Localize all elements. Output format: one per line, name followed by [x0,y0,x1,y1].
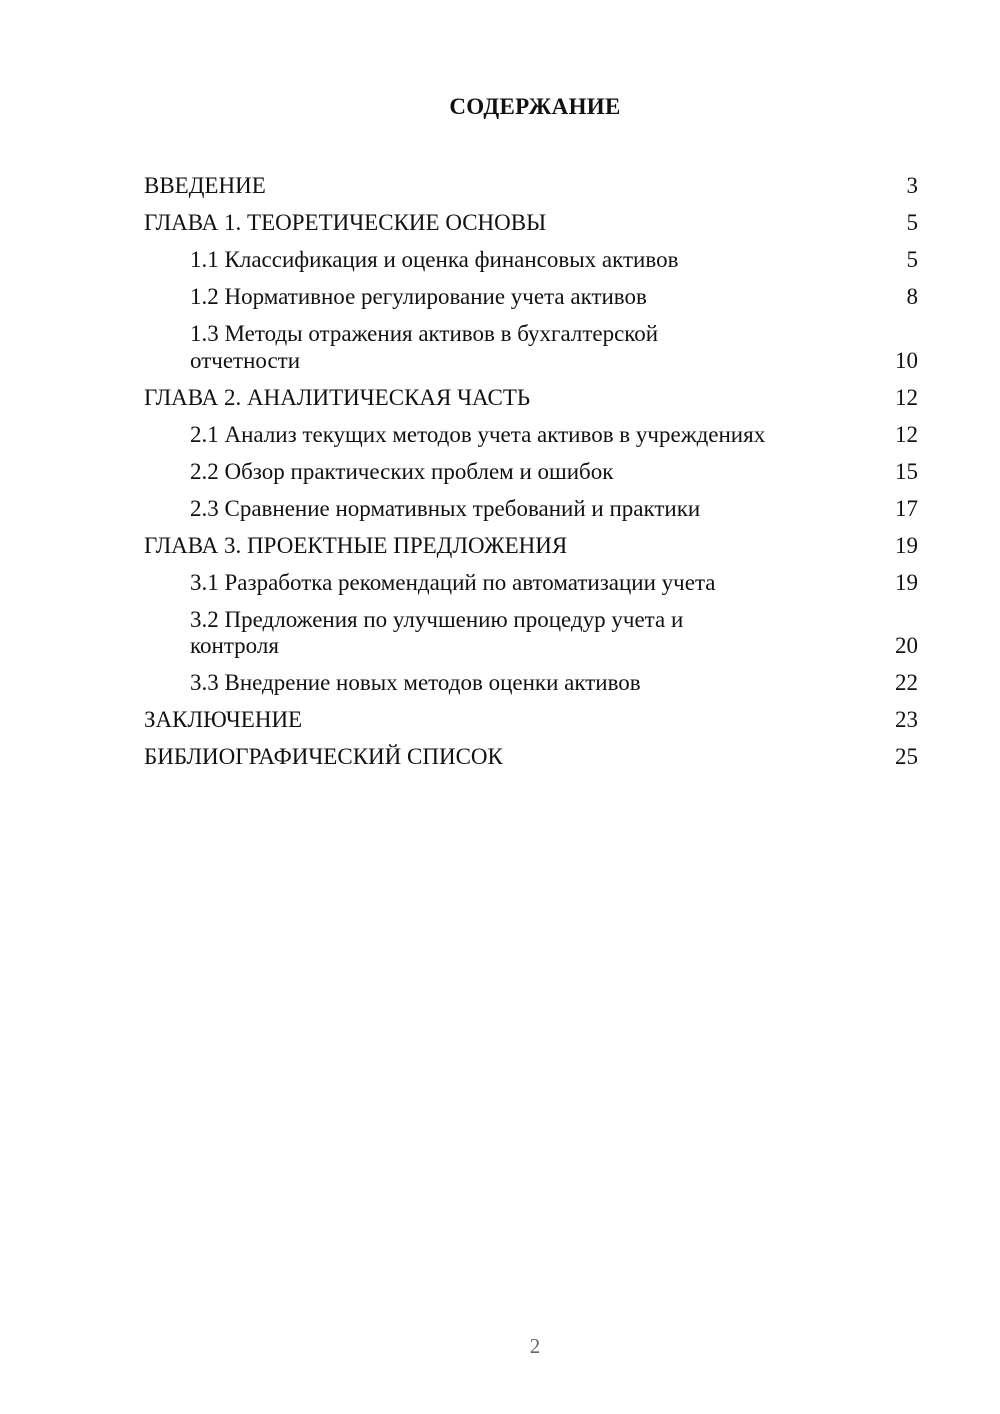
toc-entry-page: 5 [906,247,918,272]
toc-entry-section-2-2 [144,454,918,491]
toc-entry-page: 19 [895,569,918,595]
toc-entry-page: 20 [895,633,918,658]
toc-entry-label: 2.1 Анализ текущих методов учета активов в учреждениях [190,421,766,447]
toc-entry-section-3-2 [144,602,918,666]
toc-entry-page: 3 [906,173,918,198]
toc-entry-page: 22 [895,670,918,695]
toc-entry-introduction [144,168,918,205]
toc-entry-label: 2.3 Сравнение нормативных требований и практики [190,495,701,521]
toc-entry-label: 1.3 Методы отражения активов в бухгалтерской отчетности [190,321,659,373]
toc-entry-label: ЗАКЛЮЧЕНИЕ [144,707,303,732]
toc-entry-section-1-2 [144,279,918,316]
toc-entry-chapter-3 [144,528,918,565]
toc-entry-label: ГЛАВА 3. ПРОЕКТНЫЕ ПРЕДЛОЖЕНИЯ [144,532,568,558]
page-title: СОДЕРЖАНИЕ [449,94,621,119]
toc-entry-section-1-1 [144,242,918,279]
toc-entry-bibliography [144,739,918,776]
toc-entry-page: 23 [895,707,918,732]
toc-entry-label: 1.2 Нормативное регулирование учета активов [190,284,647,309]
toc-entry-label: ГЛАВА 2. АНАЛИТИЧЕСКАЯ ЧАСТЬ [144,384,531,410]
toc-entry-label: 3.1 Разработка рекомендаций по автоматизации учета [190,569,716,595]
toc-entry-label: БИБЛИОГРАФИЧЕСКИЙ СПИСОК [144,744,503,769]
toc-entry-page: 12 [895,421,918,447]
toc-entry-section-2-3 [144,491,918,528]
toc-entry-page: 17 [895,495,918,521]
toc-entry-label: ВВЕДЕНИЕ [144,173,266,198]
toc-entry-section-3-3 [144,665,918,702]
toc-entry-page: 12 [895,384,918,410]
toc-entry-page: 19 [895,532,918,558]
toc-entry-page: 10 [895,347,918,373]
toc-entry-chapter-1 [144,205,918,242]
toc-entry-section-2-1 [144,417,918,454]
toc-entry-page: 15 [895,458,918,484]
toc-entry-label: 1.1 Классификация и оценка финансовых активов [190,247,679,272]
toc-entry-label: 3.3 Внедрение новых методов оценки активов [190,670,641,695]
toc-entry-chapter-2 [144,380,918,417]
page-number: 2 [529,1334,541,1358]
toc-entry-label: 3.2 Предложения по улучшению процедур учета и контроля [190,606,684,658]
toc-entry-page: 8 [906,284,918,309]
toc-entry-conclusion [144,702,918,739]
toc-entry-section-1-3 [144,316,918,380]
toc-entry-section-3-1 [144,565,918,602]
toc-entry-label: ГЛАВА 1. ТЕОРЕТИЧЕСКИЕ ОСНОВЫ [144,210,547,235]
toc-entry-page: 5 [906,210,918,235]
toc-entry-page: 25 [895,744,918,769]
toc-entry-label: 2.2 Обзор практических проблем и ошибок [190,458,614,484]
table-of-contents [144,168,918,776]
